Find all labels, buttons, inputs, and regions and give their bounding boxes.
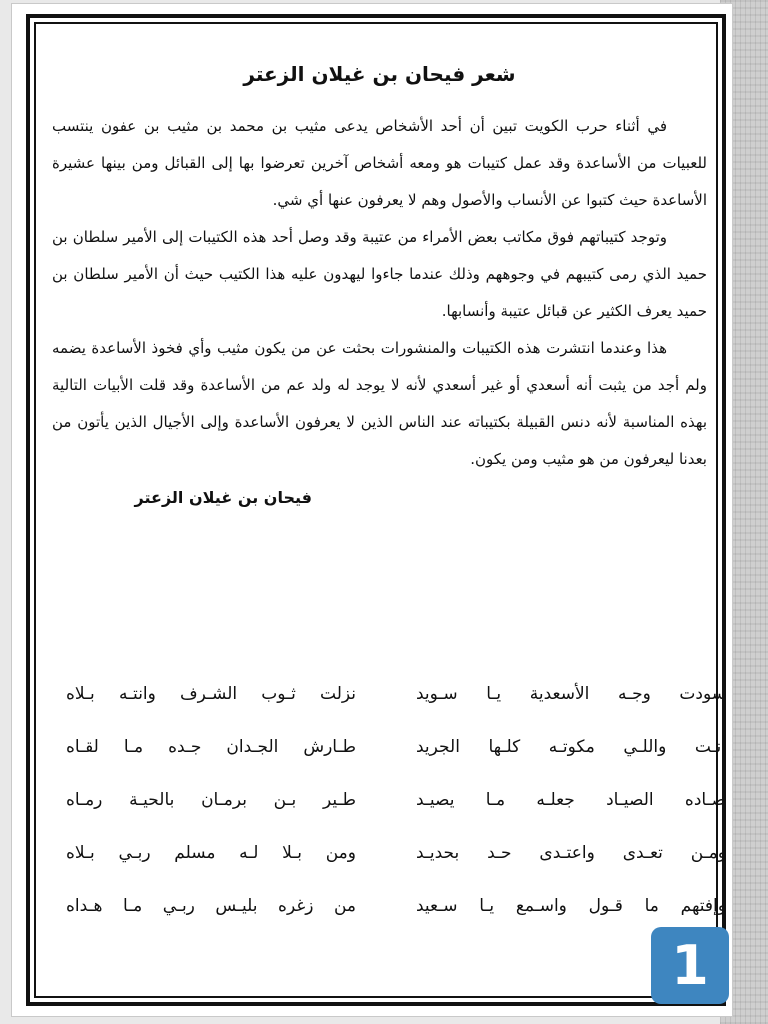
document-body	[52, 62, 707, 507]
poem-verse	[66, 783, 726, 836]
page-number-badge: 1	[651, 927, 729, 1004]
poem	[66, 677, 726, 942]
verse-second-hemistich: من زغره بليـس ربـي مـا هـداه	[66, 896, 356, 916]
verse-second-hemistich: نزلت ثـوب الشـرف وانتـه بـلاه	[66, 684, 356, 704]
document-page	[12, 4, 732, 1016]
poem-verse	[66, 836, 726, 889]
verse-first-hemistich: وإفتهم ما قـول واسـمع يـا سـعيد	[416, 896, 726, 916]
poem-verse	[66, 677, 726, 730]
author-signature: فيحان بن غيلان الزعتر	[134, 488, 312, 507]
verse-second-hemistich: طـارش الجـدان جـده مـا لقـاه	[66, 737, 356, 757]
paragraph-3: هذا وعندما انتشرت هذه الكتيبات والمنشورات بحثت عن من يكون مثيب وأي فخوذ الأساعدة يضمه ولم أجد من يثبت أنه أسعدي أو غير أسعدي لأنه لا يوجد له ولد عم من الأساعدة وقد قلت الأبيات التالية بهذه المناسبة لأنه دنس القبيلة بكتيباته عند الناس الذين لا يعرفون الأساعدة وإلى الأجيال الذين يأتون من بعدنا ليعرفون من هو مثيب ومن يكون.	[52, 339, 707, 468]
poem-verse	[66, 730, 726, 783]
paragraph-2: وتوجد كتيباتهم فوق مكاتب بعض الأمراء من عتيبة وقد وصل أحد هذه الكتيبات إلى الأمير سلطان بن حميد الذي رمى كتيبهم في وجوههم وذلك عندما جاءوا ليهدون عليه هذا الكتيب حيث أن الأمير سلطان بن حميد يعرف الكثير عن قبائل عتيبة وأنسابها.	[52, 228, 707, 320]
poem-verse	[66, 889, 726, 942]
verse-second-hemistich: ومن بـلا لـه مسلم ربـي بـلاه	[66, 843, 356, 863]
verse-first-hemistich: سودت وجـه الأسعدية يـا سـويد	[416, 684, 726, 704]
verse-first-hemistich: ومـن تعـدى واعتـدى حـد بحديـد	[416, 843, 726, 863]
verse-first-hemistich: أنـت واللـي مكوتـه كلـها الجريد	[416, 737, 726, 757]
verse-first-hemistich: صـاده الصيـاد جعلـه مـا يصيـد	[416, 790, 726, 810]
verse-second-hemistich: طـير بـن برمـان بالحيـة رمـاه	[66, 790, 356, 810]
document-title: شعر فيحان بن غيلان الزعتر	[243, 62, 516, 86]
paragraph-1: في أثناء حرب الكويت تبين أن أحد الأشخاص يدعى مثيب بن محمد بن مثيب بن عفون ينتسب للعبيات من الأساعدة وقد عمل كتيبات هو ومعه أشخاص آخرين تعرضوا بها إلى القبائل ومن بينها عشيرة الأساعدة حيث كتبوا عن الأنساب والأصول وهم لا يعرفون عنها أي شي.	[52, 117, 707, 209]
